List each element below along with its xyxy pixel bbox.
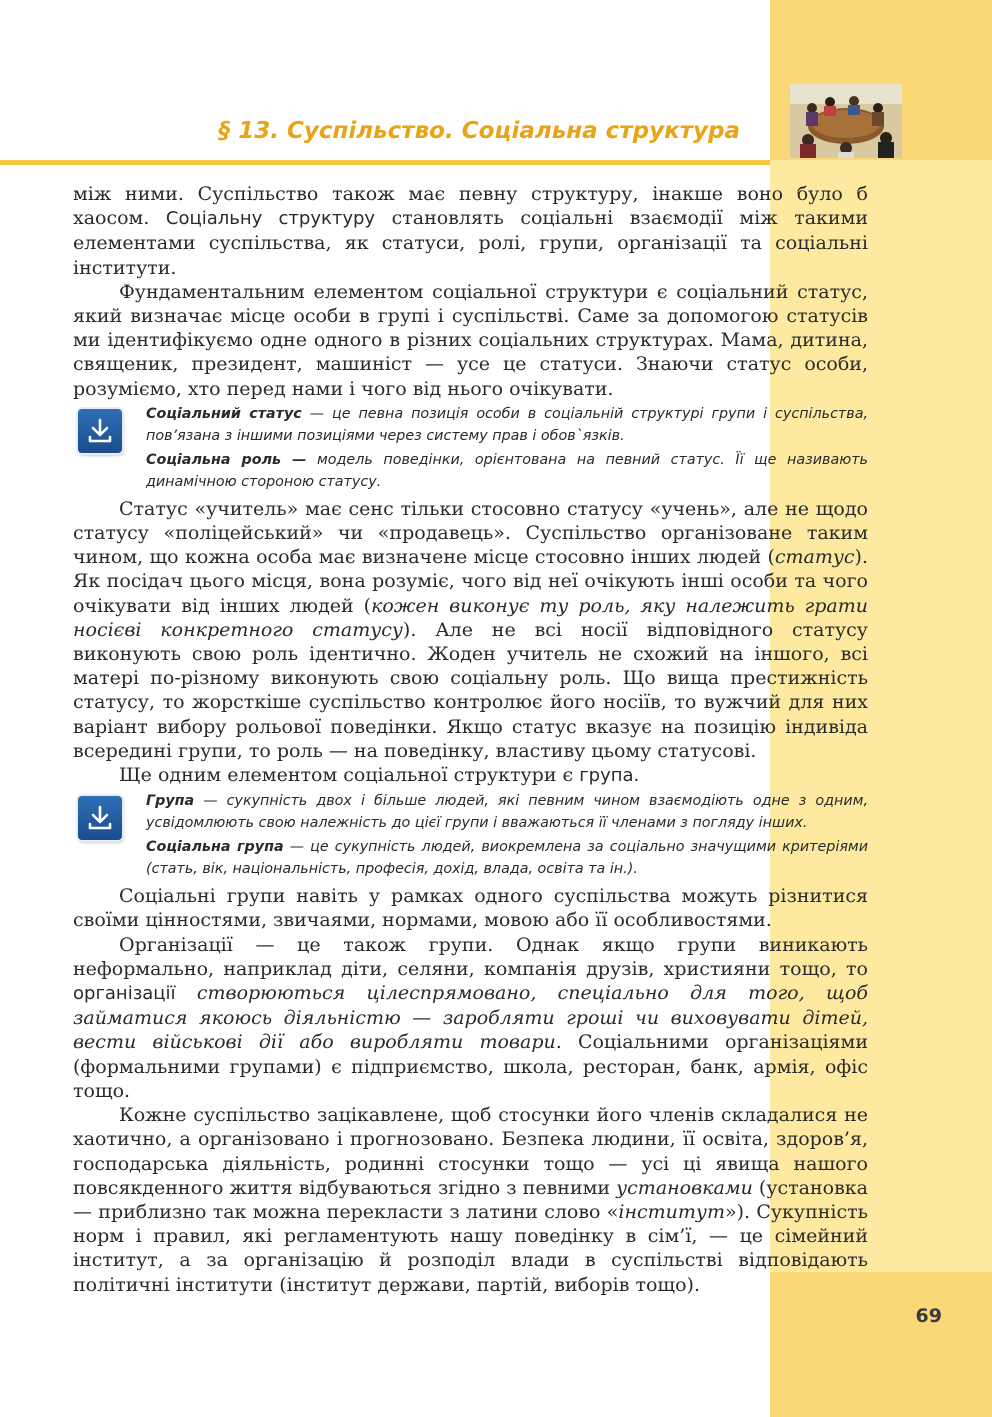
definition-box bbox=[73, 790, 868, 880]
paragraph: Кожне суспільство зацікавлене, щоб стосунки його членів складалися не хаотично, а організовано і прогнозовано. Безпека людини, її освіта, здоров’я, господарська діяльність, родинні стосунки тощо — усі ці явища нашого повсякденного життя відбуваються згідно з певними установками (установка — приблизно так можна перекласти з латини слово «інститут»). Сукупність норм і правил, які регламентують нашу поведінку в сім’ї, — це сімейний інститут, а за організацію й розподіл влади в суспільстві відповідають політичні інститути (інститут держави, партій, виборів тощо). bbox=[73, 1104, 869, 1296]
definition-term: Соціальний статус bbox=[146, 405, 302, 422]
header-rule bbox=[0, 160, 770, 165]
page-number: 69 bbox=[915, 1305, 942, 1327]
definition-term: Соціальна роль — bbox=[146, 451, 307, 468]
main-content bbox=[73, 182, 868, 1297]
key-term: організації bbox=[73, 983, 176, 1005]
paragraph: Статус «учитель» має сенс тільки стосовно статусу «учень», але не щодо статусу «поліцейський» чи «продавець». Суспільство організоване таким чином, що кожна особа має визначене місце стосовно інших людей (статус). Як посідач цього місця, вона розуміє, чого від неї очікують інші особи та чого очікувати від інших людей (кожен виконує ту роль, яку належить грати носієві конкретного статусу). Але не всі носії відповідного статусу виконують свою роль ідентично. Жоден учитель не схожий на іншого, всі матері по-різному виконують свою соціальну роль. Що вища престижність статусу, то жорсткіше суспільство контролює його носіїв, то вужчий для них варіант вибору рольової поведінки. Якщо статус вказує на позицію індивіда всередині групи, то роль — на поведінку, властиву цьому статусові. bbox=[73, 497, 869, 762]
definition-term: Соціальна група bbox=[146, 839, 284, 856]
key-term: група. bbox=[579, 765, 640, 787]
paragraph: Ще одним елементом соціальної структури є група. bbox=[119, 764, 640, 787]
download-arrow-icon bbox=[78, 409, 122, 453]
definition: Група — сукупність двох і більше людей, які певним чином взаємодіють одне з одним, усвідомлюють свою належність до цієї групи і вважаються її членами з погляду інших. bbox=[146, 793, 868, 832]
paragraph: між ними. Суспільство також має певну структуру, інакше воно було б хаосом. Соціальну структуру становлять соціальні взаємодії між такими елементами суспільства, як статуси, ролі, групи, організації та соціальні інститути. bbox=[73, 183, 869, 279]
download-arrow-icon bbox=[78, 796, 122, 840]
definition: Соціальний статус — це певна позиція особи в соціальній структурі групи і суспільства, пов’язана з іншими позиціями через систему прав і обов`язків. bbox=[146, 405, 868, 444]
definition: Соціальна група — це сукупність людей, виокремлена за соціально значущими критеріями (стать, вік, національність, професія, дохід, влада, освіта та ін.). bbox=[146, 839, 868, 878]
key-term: Соціальну структуру bbox=[165, 208, 376, 230]
round-table-meeting-photo bbox=[790, 84, 902, 158]
chapter-title: § 13. Суспільство. Соціальна структура bbox=[218, 118, 740, 144]
definition: Соціальна роль — модель поведінки, орієнтована на певний статус. Її ще називають динамічною стороною статусу. bbox=[146, 451, 868, 490]
paragraph: Соціальні групи навіть у рамках одного суспільства можуть різнитися своїми цінностями, звичаями, нормами, мовою або її особливостями. bbox=[73, 885, 868, 932]
paragraph: Організації — це також групи. Однак якщо групи виникають неформально, наприклад діти, селяни, компанія друзів, християни тощо, то організації створюються цілеспрямовано, спеціально для того, щоб займатися якоюсь діяльністю — заробляти гроші чи виховувати дітей, вести військові дії або виробляти товари. Соціальними організаціями (формальними групами) є підприємство, школа, ресторан, банк, армія, офіс тощо. bbox=[73, 933, 868, 1102]
paragraph: Фундаментальним елементом соціальної структури є соціальний статус, який визначає місце особи в групі і суспільстві. Саме за допомогою статусів ми ідентифікуємо одне одного в різних соціальних структурах. Мама, дитина, священик, президент, машиніст — усе це статуси. Знаючи статус особи, розуміємо, хто перед нами і чого від нього очікувати. bbox=[73, 280, 868, 400]
definition-box bbox=[73, 403, 868, 493]
definition-term: Група bbox=[146, 793, 195, 810]
